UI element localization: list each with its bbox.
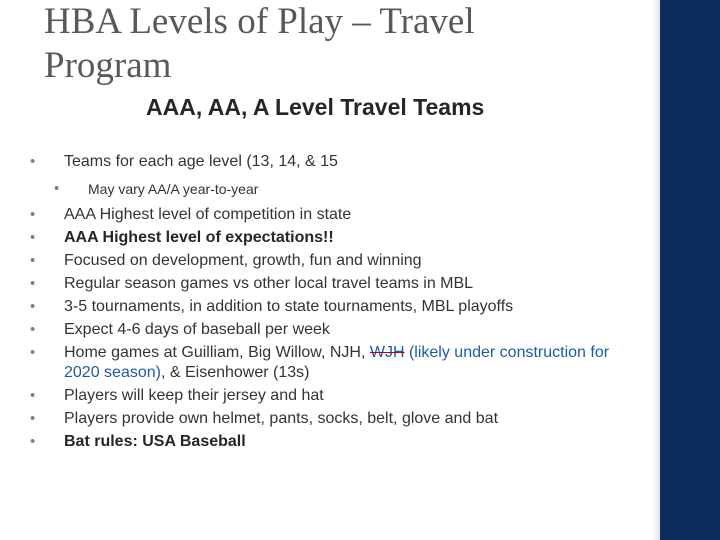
bullet-dot-icon: •	[54, 180, 60, 197]
side-accent-band	[660, 0, 720, 540]
bullet-dot-icon: •	[30, 298, 36, 315]
bullet-item	[30, 297, 630, 317]
bullet-list	[30, 152, 630, 455]
bullet-item	[30, 274, 630, 294]
bullet-text: May vary AA/A year-to-year	[88, 181, 259, 197]
bullet-text: Focused on development, growth, fun and winning	[64, 252, 422, 269]
bullet-item	[30, 152, 630, 172]
bullet-item	[30, 205, 630, 225]
bullet-dot-icon: •	[30, 206, 36, 223]
bullet-dot-icon: •	[30, 344, 36, 361]
side-divider	[652, 0, 660, 540]
bullet-dot-icon: •	[30, 229, 36, 246]
bullet-item	[30, 386, 630, 406]
bullet-item	[30, 320, 630, 340]
bullet-dot-icon: •	[30, 252, 36, 269]
sub-bullet-item	[30, 179, 630, 199]
bullet-text: Players provide own helmet, pants, socks, belt, glove and bat	[64, 410, 499, 427]
bullet-item	[30, 343, 630, 383]
bullet-dot-icon: •	[30, 410, 36, 427]
struck-text: WJH	[369, 344, 405, 361]
bullet-item	[30, 432, 630, 452]
bullet-text: , & Eisenhower (13s)	[160, 364, 310, 381]
bullet-dot-icon: •	[30, 387, 36, 404]
bullet-text: Regular season games vs other local travel teams in MBL	[64, 275, 474, 292]
bullet-text-bold: AAA Highest level of expectations!!	[64, 229, 334, 246]
bullet-text: 3-5 tournaments, in addition to state tournaments, MBL playoffs	[64, 298, 514, 315]
bullet-dot-icon: •	[30, 433, 36, 450]
slide-subtitle: AAA, AA, A Level Travel Teams	[146, 94, 485, 120]
bullet-text: Players will keep their jersey and hat	[64, 387, 324, 404]
bullet-dot-icon: •	[30, 275, 36, 292]
highlighted-text: (likely under construction for 2020 season)	[64, 344, 610, 381]
slide-title: HBA Levels of Play – Travel Program	[44, 1, 475, 86]
bullet-text: AAA Highest level of competition in state	[64, 206, 352, 223]
bullet-dot-icon: •	[30, 321, 36, 338]
bullet-text: Home games at Guilliam, Big Willow, NJH,	[64, 344, 370, 361]
bullet-text-bold: Bat rules: USA Baseball	[64, 433, 246, 450]
bullet-item	[30, 409, 630, 429]
bullet-text: Teams for each age level (13, 14, & 15	[64, 153, 338, 170]
bullet-item	[30, 228, 630, 248]
bullet-dot-icon: •	[30, 153, 36, 170]
bullet-item	[30, 251, 630, 271]
bullet-text: Expect 4-6 days of baseball per week	[64, 321, 330, 338]
